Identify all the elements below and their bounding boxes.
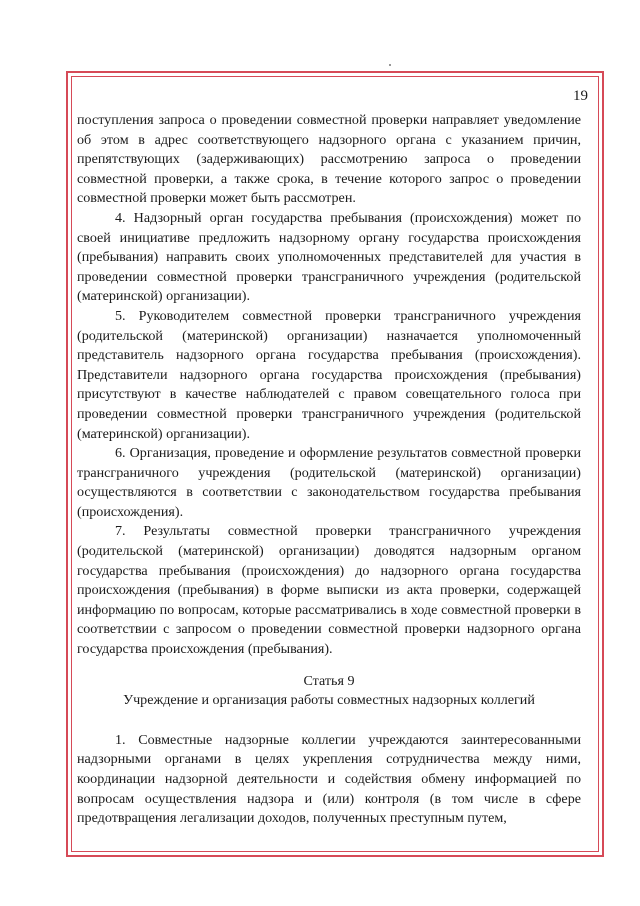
- article-number: Статья 9: [303, 672, 355, 689]
- paragraph-5: 5. Руководителем совместной проверки трансграничного учреждения (родительской (материнской) организации) назначается уполномоченный представитель надзорного органа государства пребывания (происхождения). Представители надзорного органа государства происхождения (пребывания) присутствуют в качестве наблюдателей с правом совещательного голоса при проведении совместной проверки трансграничного учреждения (родительской (материнской) организации).: [77, 307, 581, 442]
- paragraph-4: 4. Надзорный орган государства пребывания (происхождения) может по своей инициативе предложить надзорному органу государства происхождения (пребывания) направить своих уполномоченных представителей для участия в проведении совместной проверки трансграничного учреждения (родительской (материнской) организации).: [77, 209, 581, 305]
- scan-dot: [389, 64, 391, 66]
- paragraph-7: 7. Результаты совместной проверки трансграничного учреждения (родительской (материнской) организации) доводятся надзорным органом государства пребывания (происхождения) до надзорного органа государства происхождения (пребывания) в форме выписки из акта проверки, содержащей информацию по вопросам, которые рассматривались в ходе совместной проверки в соответствии с запросом о проведении совместной проверки надзорного органа государства происхождения (пребывания).: [77, 523, 581, 658]
- paragraph-continuation: поступления запроса о проведении совместной проверки направляет уведомление об этом в адрес соответствующего надзорного органа с указанием причин, препятствующих (задерживающих) рассмотрению запроса о проведении совместной проверки, а также срока, в течение которого запрос о проведении совместной проверки может быть рассмотрен.: [77, 112, 581, 207]
- paragraph-6: 6. Организация, проведение и оформление результатов совместной проверки трансграничного учреждения (родительской (материнской) организации) осуществляются в соответствии с законодательством государства пребывания (происхождения).: [77, 445, 581, 520]
- article-paragraph-1: 1. Совместные надзорные коллегии учреждаются заинтересованными надзорными органами в целях укрепления сотрудничества между ними, координации надзорной деятельности и содействия обмену информацией по вопросам осуществления надзора и (или) контроля (в том числе в сфере предотвращения легализации доходов, полученных преступным путем,: [77, 731, 581, 827]
- page-number: 19: [573, 88, 588, 104]
- document-body: [77, 111, 581, 829]
- article-title: Учреждение и организация работы совместных надзорных коллегий: [123, 692, 535, 709]
